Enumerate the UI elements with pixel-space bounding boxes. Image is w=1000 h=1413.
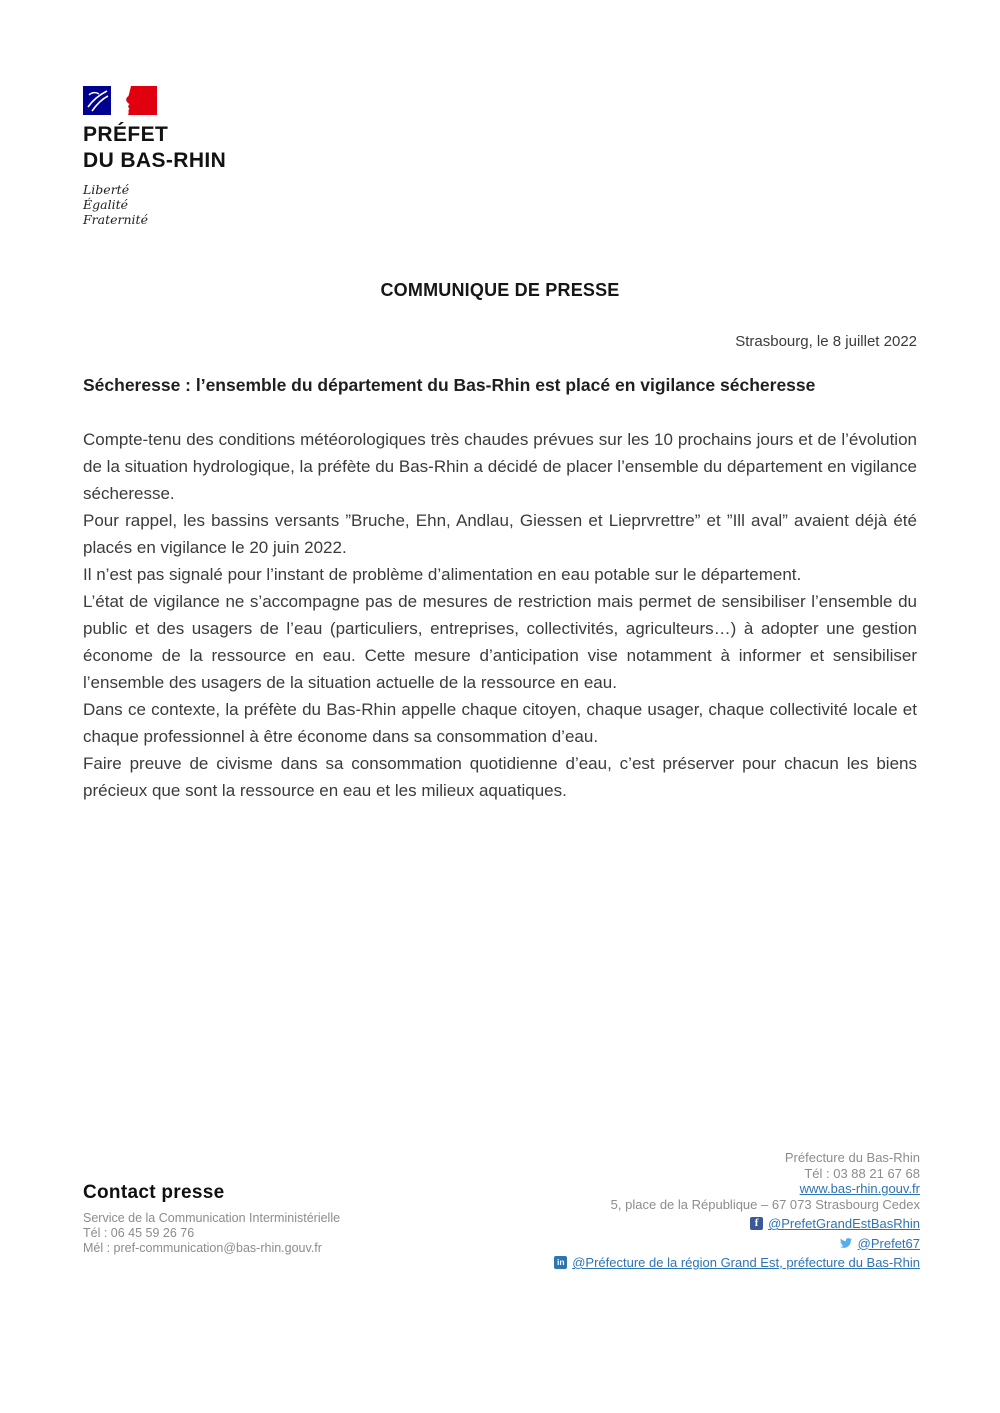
ministry-name [83,122,226,174]
paragraph-2: Pour rappel, les bassins versants ”Bruche, Ehn, Andlau, Giessen et Lieprvrettre” et ”Ill aval” avaient déjà été placés en vigilance le 20 juin 2022. [83,511,917,557]
prefecture-info-block [280,1150,920,1271]
prefecture-name: Préfecture du Bas-Rhin [784,1150,920,1165]
ministry-line2: DU BAS-RHIN [83,149,227,172]
facebook-icon-glyph: f [754,1217,759,1230]
linkedin-icon [554,1256,567,1269]
motto-egalite: Égalité [83,197,128,212]
tricolor-marianne-icon [83,86,159,119]
press-contact-phone: Tél : 06 45 59 26 76 [83,1226,195,1240]
press-release-body [83,369,917,804]
prefecture-address: 5, place de la République – 67 073 Strasbourg Cedex [610,1196,920,1212]
linkedin-line [280,1255,920,1271]
facebook-icon [750,1217,763,1230]
document-type-heading: COMMUNIQUE DE PRESSE [380,280,620,300]
facebook-link[interactable]: @PrefetGrandEstBasRhin [768,1216,920,1231]
press-contact-email: Mél : pref-communication@bas-rhin.gouv.fr [83,1241,322,1255]
paragraph-3: Il n’est pas signalé pour l’instant de problème d’alimentation en eau potable sur le département. [83,565,802,584]
press-release-title: Sécheresse : l’ensemble du département du Bas-Rhin est placé en vigilance sécheresse [83,375,816,395]
republic-motto [83,182,226,227]
paragraph-6: Faire preuve de civisme dans sa consommation quotidienne d’eau, c’est préserver pour chacun les biens précieux que sont la ressource en eau et les milieux aquatiques. [83,754,917,800]
motto-fraternite: Fraternité [83,212,148,227]
motto-liberte: Liberté [83,182,130,197]
press-contact-heading: Contact presse [83,1182,225,1203]
prefecture-website-link[interactable]: www.bas-rhin.gouv.fr [799,1181,920,1196]
twitter-line [280,1236,920,1252]
twitter-icon [839,1237,853,1249]
ministry-line1: PRÉFET [83,123,169,146]
linkedin-link[interactable]: @Préfecture de la région Grand Est, préfecture du Bas-Rhin [572,1255,920,1270]
prefecture-phone: Tél : 03 88 21 67 68 [804,1165,920,1181]
dateline: Strasbourg, le 8 juillet 2022 [735,333,917,350]
government-logo [83,86,226,227]
paragraph-4: L’état de vigilance ne s’accompagne pas de mesures de restriction mais permet de sensibiliser l’ensemble du public et des usagers de l’eau (particuliers, entreprises, collectivités, agriculteurs…) à adopter une gestion économe de la ressource en eau. Cette mesure d’anticipation vise notamment à informer et sensibiliser l’ensemble des usagers de la situation actuelle de la ressource en eau. [83,592,917,692]
press-contact-service: Service de la Communication Interministérielle [83,1211,341,1225]
paragraph-1: Compte-tenu des conditions météorologiques très chaudes prévues sur les 10 prochains jours et de l’évolution de la situation hydrologique, la préfète du Bas-Rhin a décidé de placer l’ensemble du département en vigilance sécheresse. [83,430,917,503]
linkedin-icon-glyph: in [556,1257,565,1267]
facebook-line [280,1216,920,1232]
twitter-link[interactable]: @Prefet67 [857,1235,920,1251]
paragraph-5: Dans ce contexte, la préfète du Bas-Rhin appelle chaque citoyen, chaque usager, chaque collectivité locale et chaque professionnel à être économe dans sa consommation d’eau. [83,700,917,746]
